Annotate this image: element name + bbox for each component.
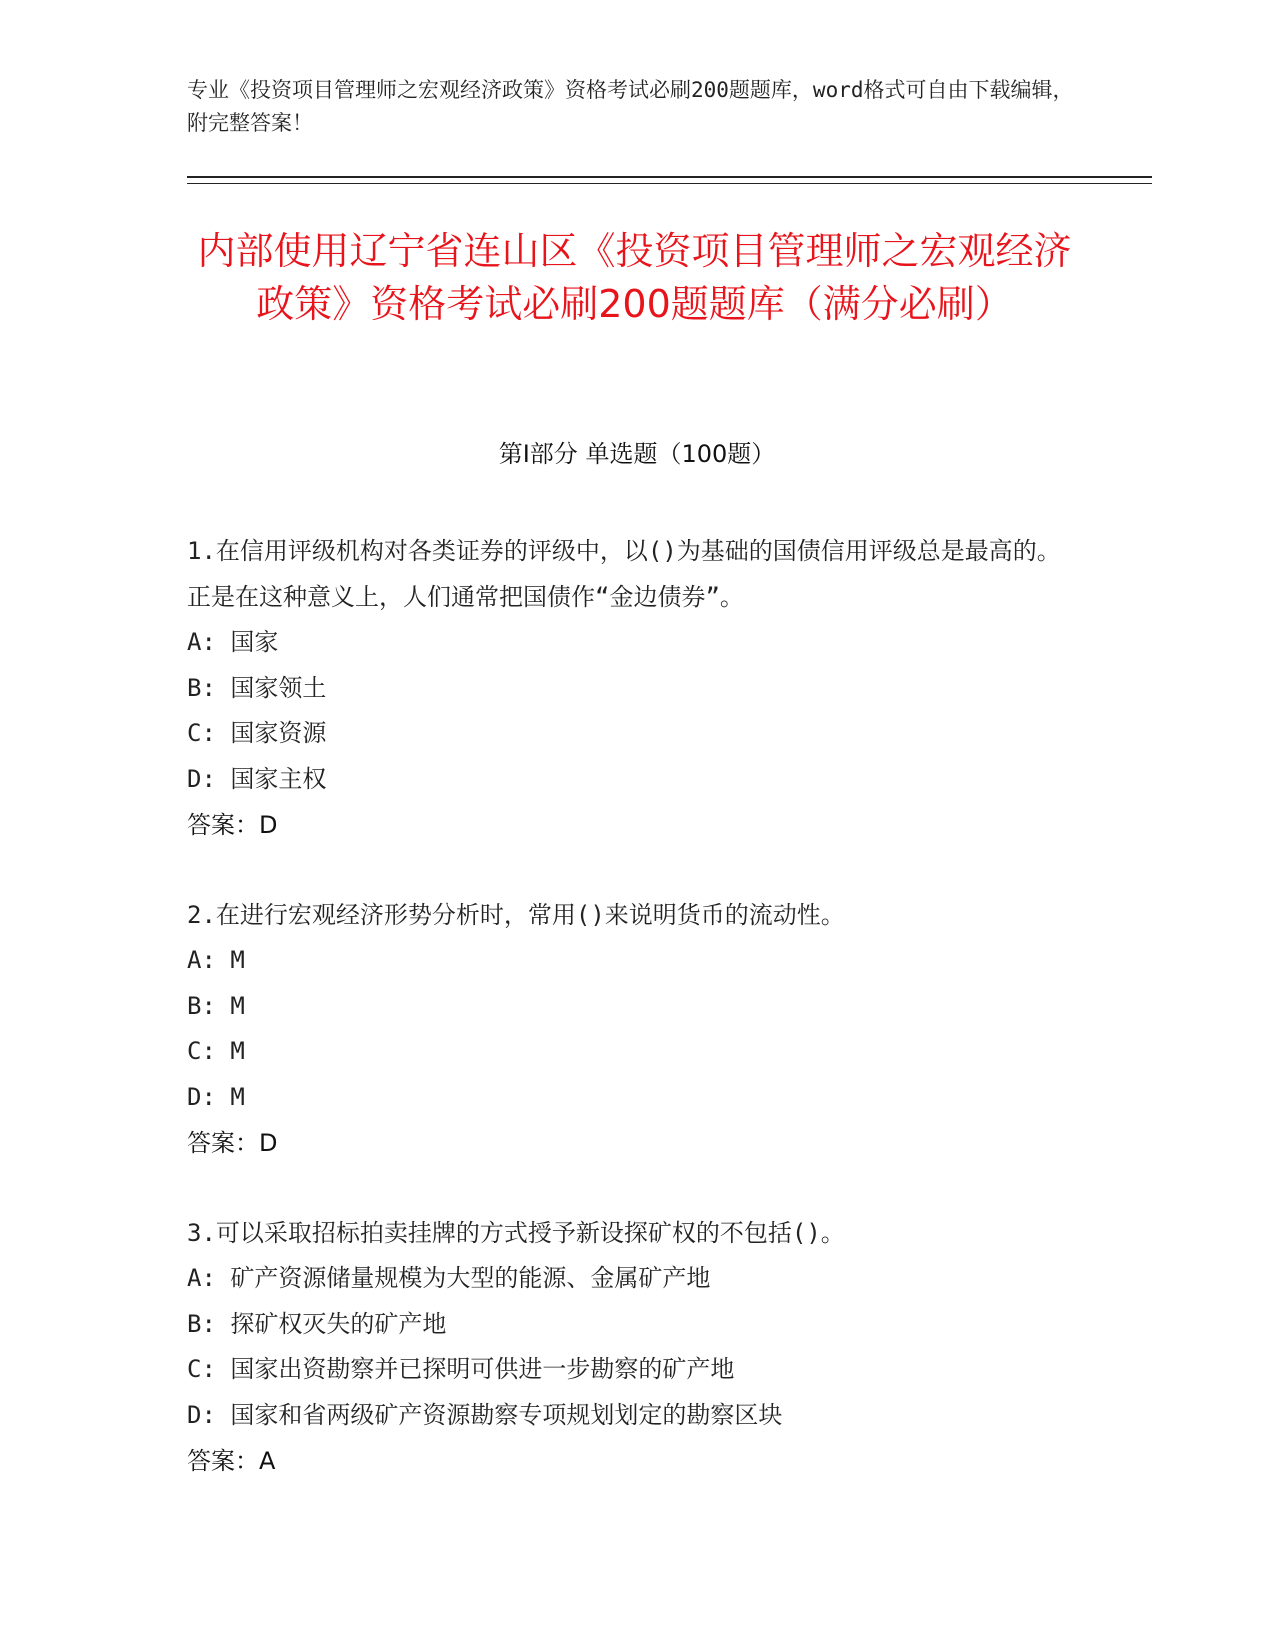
question-text: 2.在进行宏观经济形势分析时，常用()来说明货币的流动性。 [187, 901, 845, 929]
option-d: D: 国家主权 [187, 764, 327, 793]
header-divider-thick [187, 176, 1152, 178]
answer: 答案：D [187, 811, 278, 839]
option-b: B: 国家领土 [187, 673, 327, 702]
header-note: 专业《投资项目管理师之宏观经济政策》资格考试必刷200题题库，word格式可自由下载编辑，附完整答案！ [187, 78, 1074, 135]
question-text: 1.在信用评级机构对各类证券的评级中，以()为基础的国债信用评级总是最高的。正是在这种意义上，人们通常把国债作“金边债券”。 [187, 537, 1061, 611]
question-1 [187, 528, 1067, 848]
option-d: D: M [187, 1082, 245, 1111]
option-a: A: M [187, 946, 245, 974]
section-heading: 第Ⅰ部分 单选题（100题） [498, 440, 776, 468]
option-c: C: 国家出资勘察并已探明可供进一步勘察的矿产地 [187, 1355, 735, 1383]
answer: 答案：D [187, 1129, 278, 1157]
document-title: 内部使用辽宁省连山区《投资项目管理师之宏观经济政策》资格考试必刷200题题库（满分必刷） [197, 229, 1072, 326]
option-b: B: M [187, 991, 245, 1020]
option-a: A: 矿产资源储量规模为大型的能源、金属矿产地 [187, 1264, 711, 1292]
question-text: 3.可以采取招标拍卖挂牌的方式授予新设探矿权的不包括()。 [187, 1219, 845, 1247]
question-list [187, 528, 1067, 1528]
option-c: C: 国家资源 [187, 719, 327, 747]
option-d: D: 国家和省两级矿产资源勘察专项规划划定的勘察区块 [187, 1400, 783, 1429]
option-b: B: 探矿权灭失的矿产地 [187, 1309, 447, 1338]
question-2 [187, 892, 1067, 1166]
header-divider-thin [187, 183, 1152, 184]
option-c: C: M [187, 1037, 245, 1065]
question-3 [187, 1210, 1067, 1484]
option-a: A: 国家 [187, 628, 279, 656]
answer: 答案：A [187, 1447, 276, 1475]
